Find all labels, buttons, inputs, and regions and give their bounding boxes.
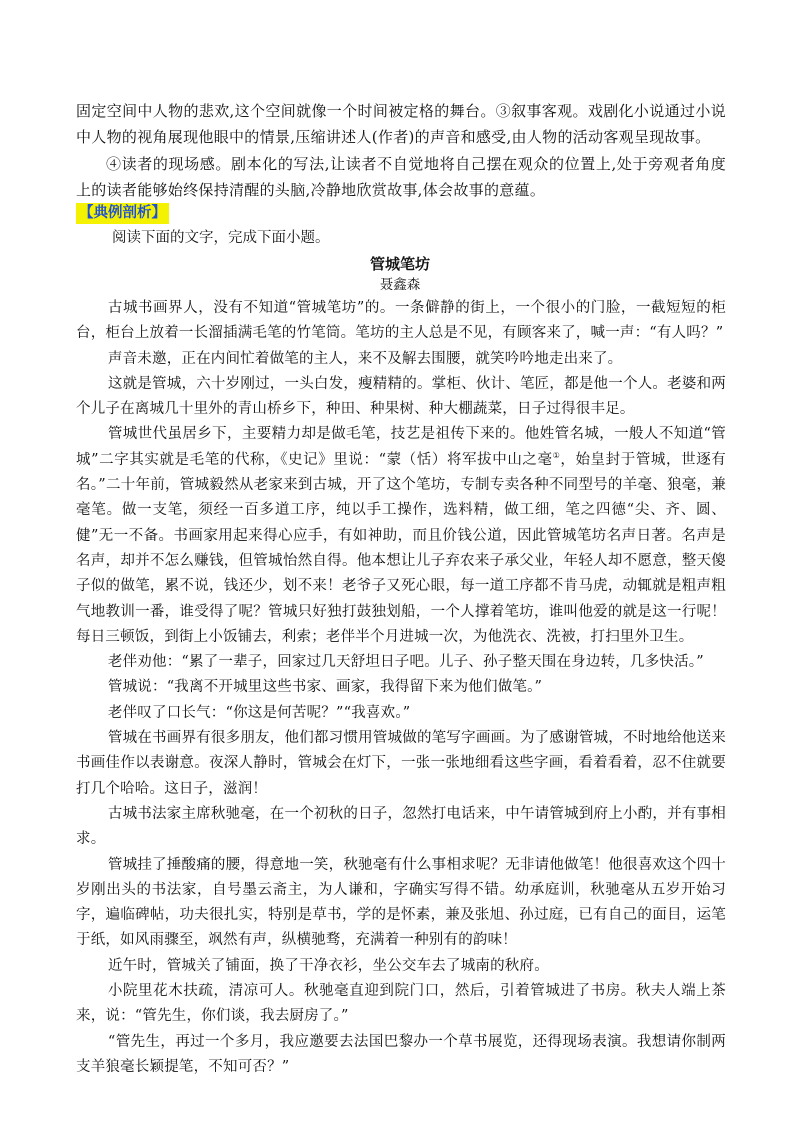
article-paragraph: 老伴劝他：“累了一辈子，回家过几天舒坦日子吧。儿子、孙子整天围在身边转，几多快活。” bbox=[107, 654, 704, 671]
article-paragraph: 管城说：“我离不开城里这些书家、画家，我得留下来为他们做笔。” bbox=[107, 679, 543, 696]
footnote-marker: ① bbox=[552, 450, 561, 460]
paragraph-text: ，始皇封于管城，世逐有名。”二十年前，管城毅然从老家来到古城，开了这个笔坊，专制专卖各种不同型号的羊毫、狼毫，兼毫笔。做一支笔，须经一百多道工序，纯以手工操作，选料精，做工细，笔之四德“尖、齐、圆、健”无一不备。书画家用起来得心应手，有如神助，而且价钱公道，因此管城笔坊名声日著。名声是名声，却并不怎么赚钱，但管城怡然自得。他本想让儿子弃农来子承父业，年轻人却不愿意，整天傻子似的做笔，累不说，钱还少，划不来！老爷子又死心眼，每一道工序都不肯马虎，动辄就是粗声粗气地教训一番，谁受得了呢？管城只好独打鼓独划船，一个人撑着笔坊，谁叫他爱的就是这一行呢！每日三顿饭，到街上小饭铺去，利索；老伴半个月进城一次，为他洗衣、洗被，打扫里外卫生。 bbox=[76, 451, 726, 645]
article-paragraph: 老伴叹了口长气：“你这是何苦呢？”“我喜欢。” bbox=[107, 704, 411, 721]
article-paragraph: 古城书法家主席秋驰毫，在一个初秋的日子，忽然打电话来，中午请管城到府上小酌，并有事相求。 bbox=[76, 805, 726, 848]
article-author: 聂鑫森 bbox=[379, 277, 421, 293]
article-paragraph: “管先生，再过一个多月，我应邀要去法国巴黎办一个草书展览，还得现场表演。我想请你制两支羊狼毫长颖提笔，不知可否？” bbox=[76, 1033, 726, 1075]
intro-paragraph: 固定空间中人物的悲欢,这个空间就像一个时间被定格的舞台。③叙事客观。戏剧化小说通过小说中人物的视角展现他眼中的情景,压缩讲述人(作者)的声音和感受,由人物的活动客观呈现故事。 bbox=[76, 102, 726, 146]
reading-instruction: 阅读下面的文字，完成下面小题。 bbox=[112, 230, 330, 246]
article-paragraph: 近午时，管城关了铺面，换了干净衣衫，坐公交车去了城南的秋府。 bbox=[107, 957, 549, 974]
article-paragraph: 古城书画界人，没有不知道“管城笔坊”的。一条僻静的街上，一个很小的门脸，一截短短的柜台，柜台上放着一长溜插满毛笔的竹笔筒。笔坊的主人总是不见，有顾客来了，喊一声：“有人吗？” bbox=[76, 300, 726, 342]
article-paragraph: 小院里花木扶疏，清凉可人。秋驰毫直迎到院门口，然后，引着管城进了书房。秋夫人端上茶来，说：“管先生，你们谈，我去厨房了。” bbox=[76, 983, 726, 1025]
article-paragraph: 声音未邀，正在内间忙着做笔的主人，来不及解去围腰，就笑吟吟地走出来了。 bbox=[107, 350, 623, 367]
article-title: 管城笔坊 bbox=[369, 255, 430, 273]
intro-section bbox=[76, 98, 726, 203]
paragraph-text: 管城世代虽居乡下，主要精力却是做毛笔，技艺是祖传下来的。他姓管名城，一般人不知道“管城”二字其实就是毛笔的代称，《史记》里说：“蒙（恬）将军拔中山之毫 bbox=[76, 426, 726, 468]
intro-paragraph: ④读者的现场感。剧本化的写法,让读者不自觉地将自己摆在观众的位置上,处于旁观者角度上的读者能够始终保持清醒的头脑,冷静地欣赏故事,体会故事的意蕴。 bbox=[76, 155, 726, 199]
article-paragraph: 管城挂了捶酸痛的腰，得意地一笑，秋驰毫有什么事相求呢？无非请他做笔！他很喜欢这个四十岁刚出头的书法家，自号墨云斋主，为人谦和，字确实写得不错。幼承庭训，秋驰毫从五岁开始习字，遍临碑帖，功夫很扎实，特别是草书，学的是怀素，兼及张旭、孙过庭，已有自己的面目，运笔于纸，如风雨骤至，飒然有声，纵横驰骛，充满着一种别有的韵味！ bbox=[76, 856, 726, 949]
article-paragraph: 这就是管城，六十岁刚过，一头白发，瘦精精的。掌柜、伙计、笔匠，都是他一个人。老婆和两个儿子在离城几十里外的青山桥乡下，种田、种果树、种大棚蔬菜，日子过得很丰足。 bbox=[76, 375, 726, 418]
article-paragraph: 管城在书画界有很多朋友，他们都习惯用管城做的笔写字画画。为了感谢管城，不时地给他送来书画佳作以表谢意。夜深人静时，管城会在灯下，一张一张地细看这些字画，看着看着，忍不住就要打几个哈哈。这日子，滋润！ bbox=[76, 730, 726, 797]
article-paragraph bbox=[76, 422, 726, 650]
section-heading-highlight: 【典例剖析】 bbox=[76, 203, 169, 224]
article-body bbox=[76, 296, 726, 1080]
